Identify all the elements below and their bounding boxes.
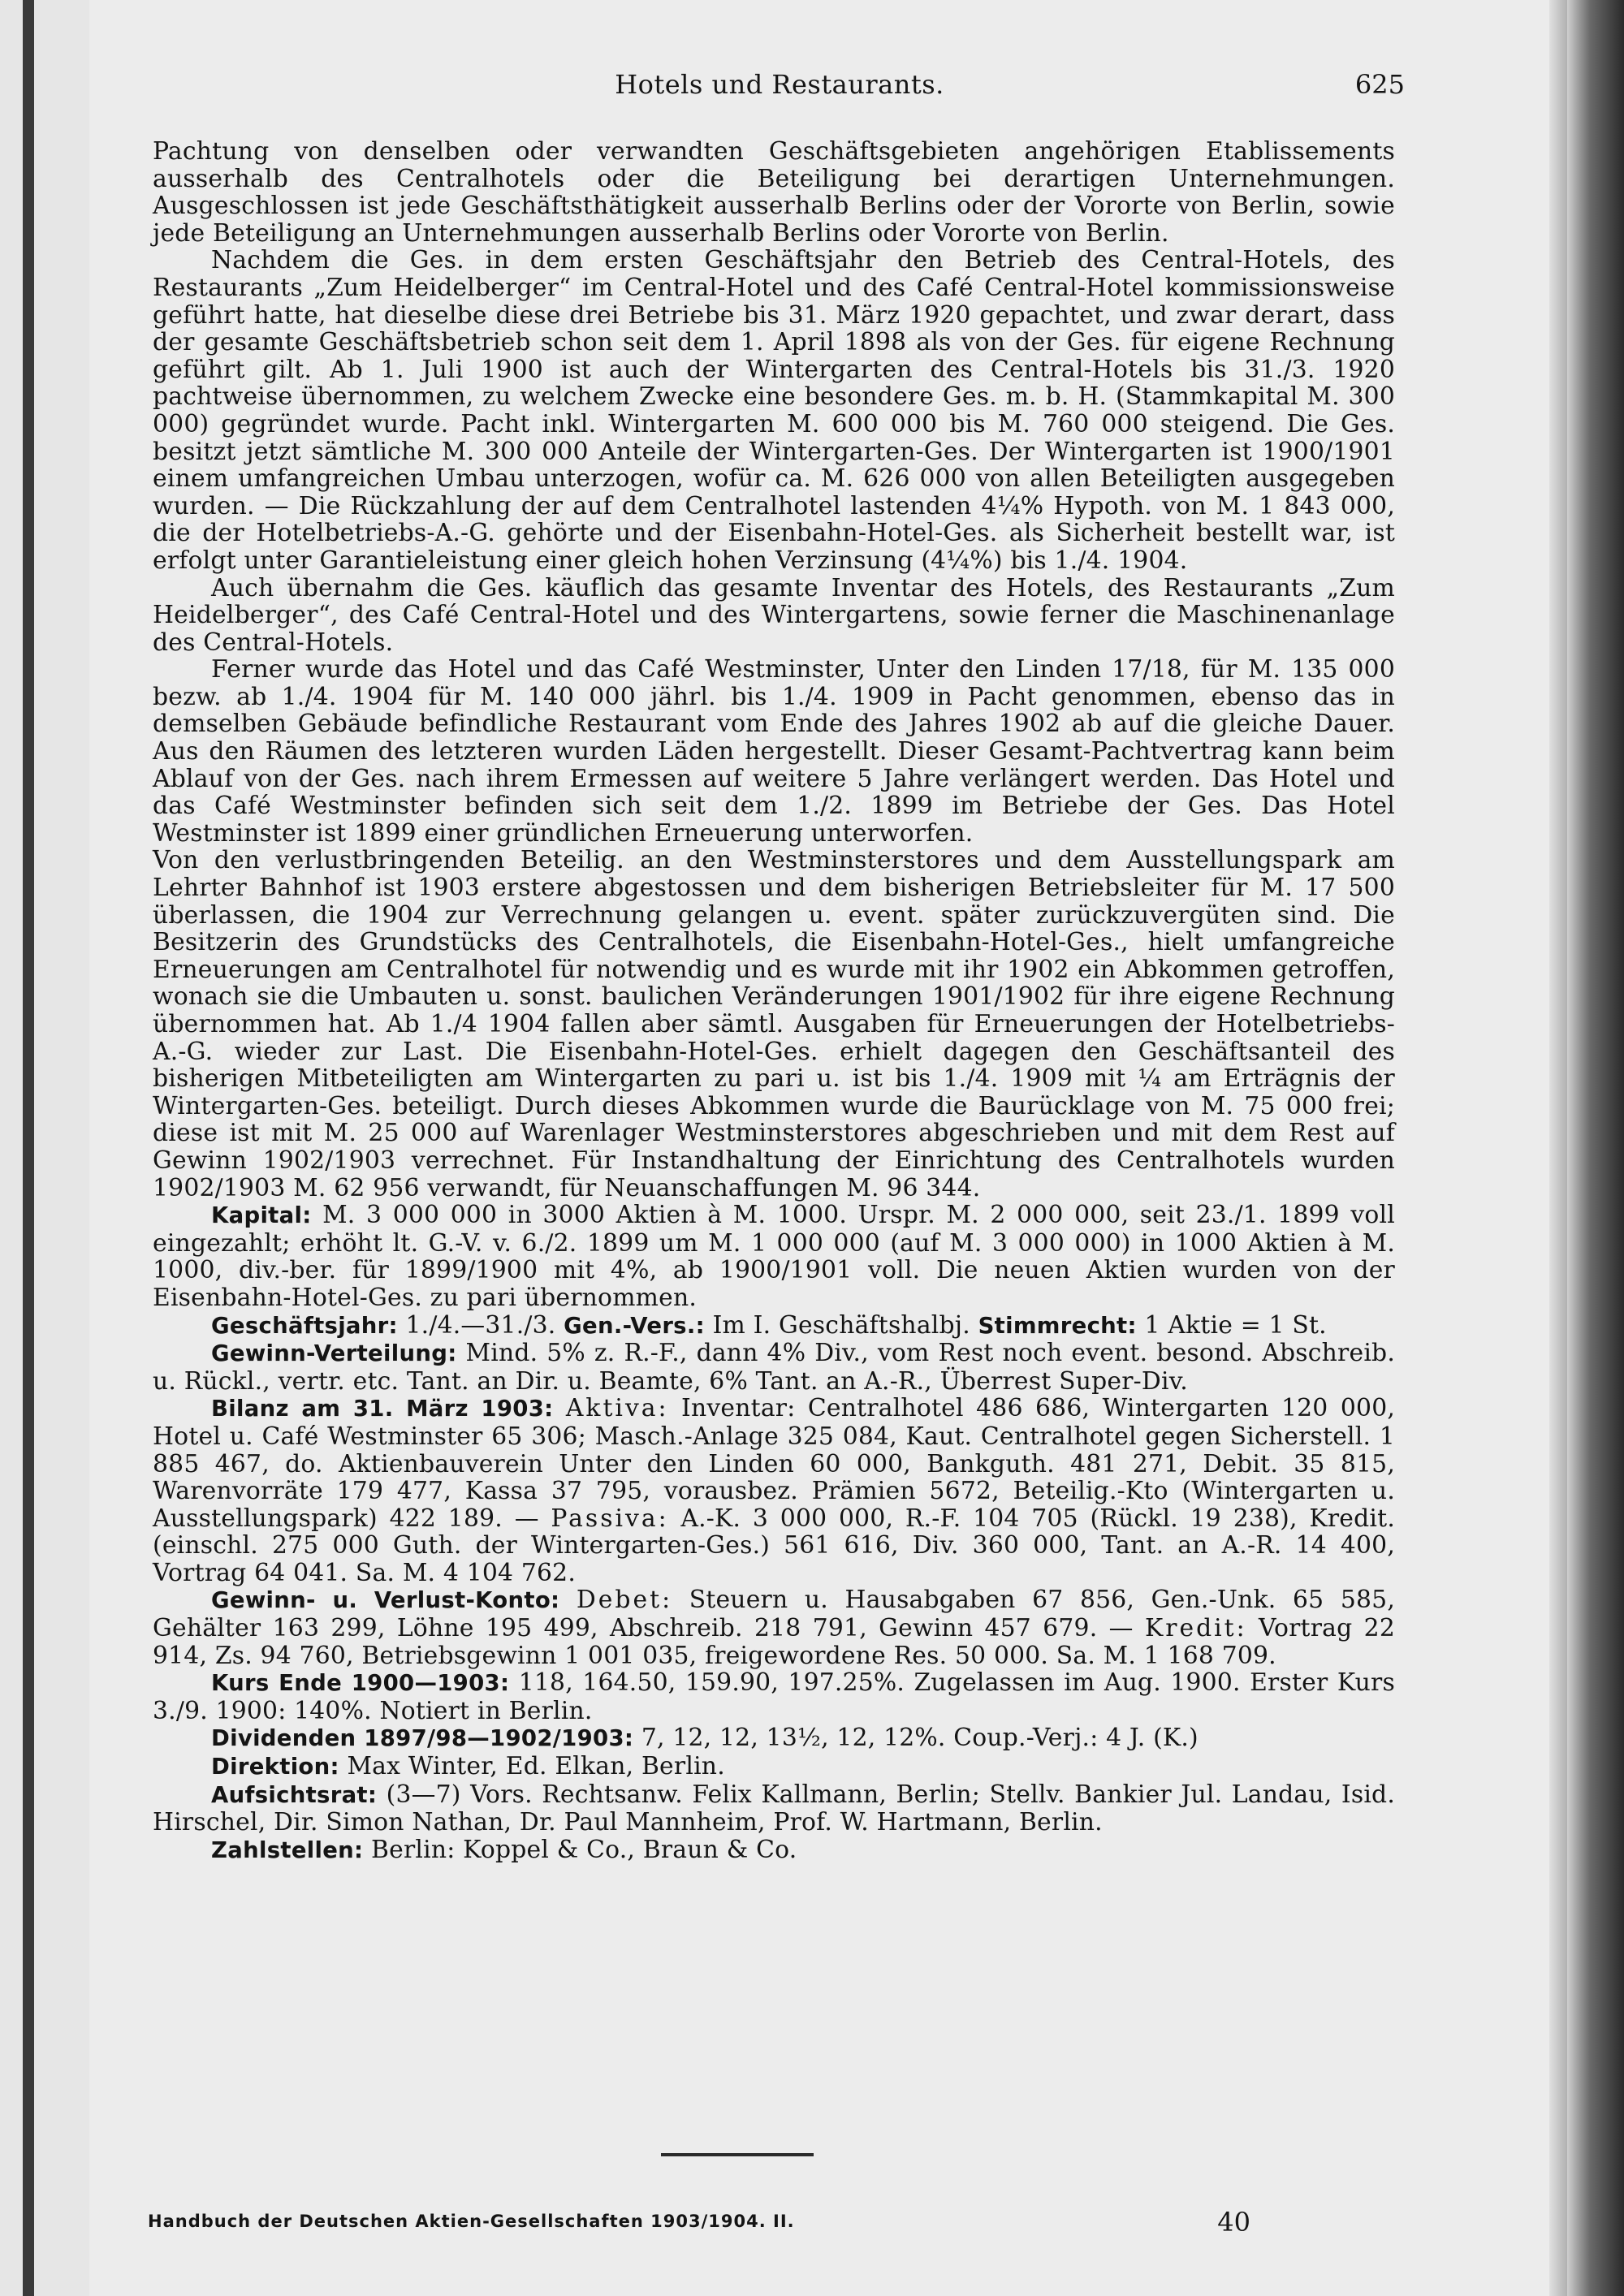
direktion-label: Direktion:: [211, 1754, 339, 1780]
kapital-text: M. 3 000 000 in 3000 Aktien à M. 1000. Urspr. M. 2 000 000, seit 23./1. 1899 voll eingezahlt; erhöht lt. G.-V. v. 6./2. 1899 um M. 1 000 000 (auf M. 3 000 000) in 1000 Aktien à M. 1000, div.-ber. für 1899/1900 mit 4%, ab 1900/1901 voll. Die neuen Aktien wurden von der Eisenbahn-Hotel-Ges. zu pari übernommen.: [153, 1201, 1395, 1312]
page-header: [154, 69, 1405, 110]
paragraph-westminster: Ferner wurde das Hotel und das Café Westminster, Unter den Linden 17/18, für M. 135 000 bezw. ab 1./4. 1904 für M. 140 000 jährl. bis 1./4. 1909 in Pacht genommen, ebenso das in demselben Gebäude befindliche Restaurant vom Ende des Jahres 1902 ab auf die gleiche Dauer. Aus den Räumen des letzteren wurden Läden hergestellt. Dieser Gesamt-Pachtvertrag kann beim Ablauf von der Ges. nach ihrem Ermessen auf weitere 5 Jahre verlängert werden. Das Hotel und das Café Westminster befinden sich seit dem 1./2. 1899 im Betriebe der Ges. Das Hotel Westminster ist 1899 einer gründlichen Erneuerung unterworfen.: [153, 655, 1395, 848]
gen-vers-label: Gen.-Vers.:: [564, 1312, 705, 1339]
kurs-text: 118, 164.50, 159.90, 197.25%. Zugelassen im Aug. 1900. Erster Kurs 3./9. 1900: 140%. Notiert in Berlin.: [153, 1668, 1395, 1725]
sheet-number: 40: [1217, 2207, 1250, 2238]
running-head: Hotels und Restaurants.: [615, 69, 944, 100]
right-binding-edge: [1567, 0, 1624, 2296]
kredit-text: Vortrag 22 914, Zs. 94 760, Betriebsgewinn 1 001 035, freigewordene Res. 50 000. Sa. M. 1 168 709.: [153, 1614, 1395, 1670]
geschaeftsjahr-text: 1./4.—31./3.: [405, 1310, 556, 1340]
kapital-label: Kapital:: [211, 1202, 312, 1229]
stimmrecht-label: Stimmrecht:: [978, 1312, 1137, 1339]
bilanz-label: Bilanz am 31. März 1903:: [211, 1396, 554, 1422]
passiva-label: Passiva:: [551, 1504, 669, 1533]
zahlstellen-text: Berlin: Koppel & Co., Braun & Co.: [371, 1835, 797, 1864]
kurs-label: Kurs Ende 1900—1903:: [211, 1670, 510, 1697]
debet-text: Steuern u. Hausabgaben 67 856, Gen.-Unk. 65 585, Gehälter 163 299, Löhne 195 499, Abschreib. 218 791, Gewinn 457 679. —: [153, 1586, 1396, 1643]
entry-aufsichtsrat: [153, 1781, 1395, 1836]
gen-vers-text: Im I. Geschäftshalbj.: [712, 1310, 970, 1340]
gewinn-verteilung-text: Mind. 5% z. R.-F., dann 4% Div., vom Rest noch event. besond. Abschreib. u. Rückl., vertr. etc. Tant. an Dir. u. Beamte, 6% Tant. an A.-R., Überrest Super-Div.: [153, 1339, 1396, 1396]
entry-geschaeftsjahr: [153, 1312, 1395, 1340]
entry-gewinn-verlust: [153, 1586, 1395, 1669]
direktion-text: Max Winter, Ed. Elkan, Berlin.: [347, 1752, 725, 1781]
entry-gewinn-verteilung: [153, 1340, 1395, 1395]
geschaeftsjahr-label: Geschäftsjahr:: [211, 1312, 398, 1339]
aufsichtsrat-text: (3—7) Vors. Rechtsanw. Felix Kallmann, Berlin; Stellv. Bankier Jul. Landau, Isid. Hirschel, Dir. Simon Nathan, Dr. Paul Mannheim, Prof. W. Hartmann, Berlin.: [153, 1780, 1395, 1837]
entry-dividenden: [153, 1724, 1395, 1753]
left-gutter: [0, 0, 89, 2296]
entry-bilanz: [153, 1395, 1395, 1586]
debet-label: Debet:: [576, 1586, 673, 1615]
kredit-label: Kredit:: [1144, 1614, 1247, 1643]
footer-title: Handbuch der Deutschen Aktien-Gesellschaften 1903/1904. II.: [148, 2212, 795, 2231]
aufsichtsrat-label: Aufsichtsrat:: [211, 1781, 378, 1808]
entry-zahlstellen: [153, 1836, 1395, 1865]
aktiva-text: Inventar: Centralhotel 486 686, Wintergarten 120 000, Hotel u. Café Westminster 65 306; Masch.-Anlage 325 084, Kaut. Centralhotel gegen Sicherstell. 1 885 467, do. Aktienbauverein Unter den Linden 60 000, Bankguth. 481 271, Debit. 35 815, Warenvorräte 179 477, Kassa 37 795, vorausbez. Prämien 5672, Beteilig.-Kto (Wintergarten u. Ausstellungspark) 422 189. —: [153, 1394, 1396, 1533]
stimmrecht-text: 1 Aktie = 1 St.: [1144, 1310, 1327, 1340]
guv-label: Gewinn- u. Verlust-Konto:: [211, 1587, 560, 1614]
paragraph-zweck-continued: Pachtung von denselben oder verwandten Geschäftsgebieten angehörigen Etablissements ausserhalb des Centralhotels oder die Beteiligung bei derartigen Unternehmungen. Ausgeschlossen ist jede Geschäftsthätigkeit ausserhalb Berlins oder der Vororte von Berlin, sowie jede Beteiligung an Unternehmungen ausserhalb Berlins oder Vororte von Berlin.: [153, 137, 1395, 248]
left-binding-edge: [23, 0, 34, 2296]
page-footer: [138, 2207, 1250, 2239]
right-page-curl: [1549, 0, 1567, 2296]
page-number: 625: [1354, 69, 1405, 100]
dividenden-label: Dividenden 1897/98—1902/1903:: [211, 1725, 634, 1752]
entry-direktion: [153, 1753, 1395, 1781]
paragraph-pacht: Nachdem die Ges. in dem ersten Geschäftsjahr den Betrieb des Central-Hotels, des Restaurants „Zum Heidelberger“ im Central-Hotel und des Café Central-Hotel kommissionsweise geführt hatte, hat dieselbe diese drei Betriebe bis 31. März 1920 gepachtet, und zwar derart, dass der gesamte Geschäftsbetrieb schon seit dem 1. April 1898 als von der Ges. für eigene Rechnung geführt gilt. Ab 1. Juli 1900 ist auch der Wintergarten des Central-Hotels bis 31./3. 1920 pachtweise übernommen, zu welchem Zwecke eine besondere Ges. m. b. H. (Stammkapital M. 300 000) gegründet wurde. Pacht inkl. Wintergarten M. 600 000 bis M. 760 000 steigend. Die Ges. besitzt jetzt sämtliche M. 300 000 Anteile der Wintergarten-Ges. Der Wintergarten ist 1900/1901 einem umfangreichen Umbau unterzogen, wofür ca. M. 626 000 von allen Beteiligten ausgegeben wurden. — Die Rückzahlung der auf dem Centralhotel lastenden 4¼% Hypoth. von M. 1 843 000, die der Hotelbetriebs-A.-G. gehörte und der Eisenbahn-Hotel-Ges. als Sicherheit bestellt war, ist erfolgt unter Garantieleistung einer gleich hohen Verzinsung (4¼%) bis 1./4. 1904.: [153, 246, 1395, 575]
zahlstellen-label: Zahlstellen:: [211, 1836, 364, 1863]
dividenden-text: 7, 12, 12, 13½, 12, 12%. Coup.-Verj.: 4 J. (K.): [641, 1724, 1199, 1753]
entry-kapital: [153, 1202, 1395, 1311]
paragraph-beteiligungen: Von den verlustbringenden Beteilig. an den Westminsterstores und dem Ausstellungspark am Lehrter Bahnhof ist 1903 erstere abgestossen und dem bisherigen Betriebsleiter für M. 17 500 überlassen, die 1904 zur Verrechnung gelangen u. event. später zurückzuvergüten sind. Die Besitzerin des Grundstücks des Centralhotels, die Eisenbahn-Hotel-Ges., hielt umfangreiche Erneuerungen am Centralhotel für notwendig und es wurde mit ihr 1902 ein Abkommen getroffen, wonach sie die Umbauten u. sonst. baulichen Veränderungen 1901/1902 für ihre eigene Rechnung übernommen hat. Ab 1./4 1904 fallen aber sämtl. Ausgaben für Erneuerungen der Hotelbetriebs-A.-G. wieder zur Last. Die Eisenbahn-Hotel-Ges. erhielt dagegen den Geschäftsanteil des bisherigen Mitbeteiligten am Wintergarten zu pari u. ist bis 1./4. 1909 mit ¼ am Erträgnis der Wintergarten-Ges. beteiligt. Durch dieses Abkommen wurde die Baurücklage von M. 75 000 frei; diese ist mit M. 25 000 auf Warenlager Westminsterstores abgeschrieben und mit dem Rest auf Gewinn 1902/1903 verrechnet. Für Instandhaltung der Einrichtung des Centralhotels wurden 1902/1903 M. 62 956 verwandt, für Neuanschaffungen M. 96 344.: [153, 846, 1395, 1202]
entry-kurs: [153, 1669, 1395, 1724]
section-divider: [661, 2153, 814, 2156]
passiva-text: A.-K. 3 000 000, R.-F. 104 705 (Rückl. 19 238), Kredit. (einschl. 275 000 Guth. der Wintergarten-Ges.) 561 616, Div. 360 000, Tant. an A.-R. 14 400, Vortrag 64 041. Sa. M. 4 104 762.: [153, 1504, 1395, 1587]
gewinn-verteilung-label: Gewinn-Verteilung:: [211, 1340, 457, 1367]
aktiva-label: Aktiva:: [565, 1394, 669, 1423]
paragraph-inventar: Auch übernahm die Ges. käuflich das gesamte Inventar des Hotels, des Restaurants „Zum Heidelberger“, des Café Central-Hotel und des Wintergartens, sowie ferner die Maschinenanlage des Central-Hotels.: [153, 573, 1395, 657]
article-body: [153, 138, 1395, 1864]
